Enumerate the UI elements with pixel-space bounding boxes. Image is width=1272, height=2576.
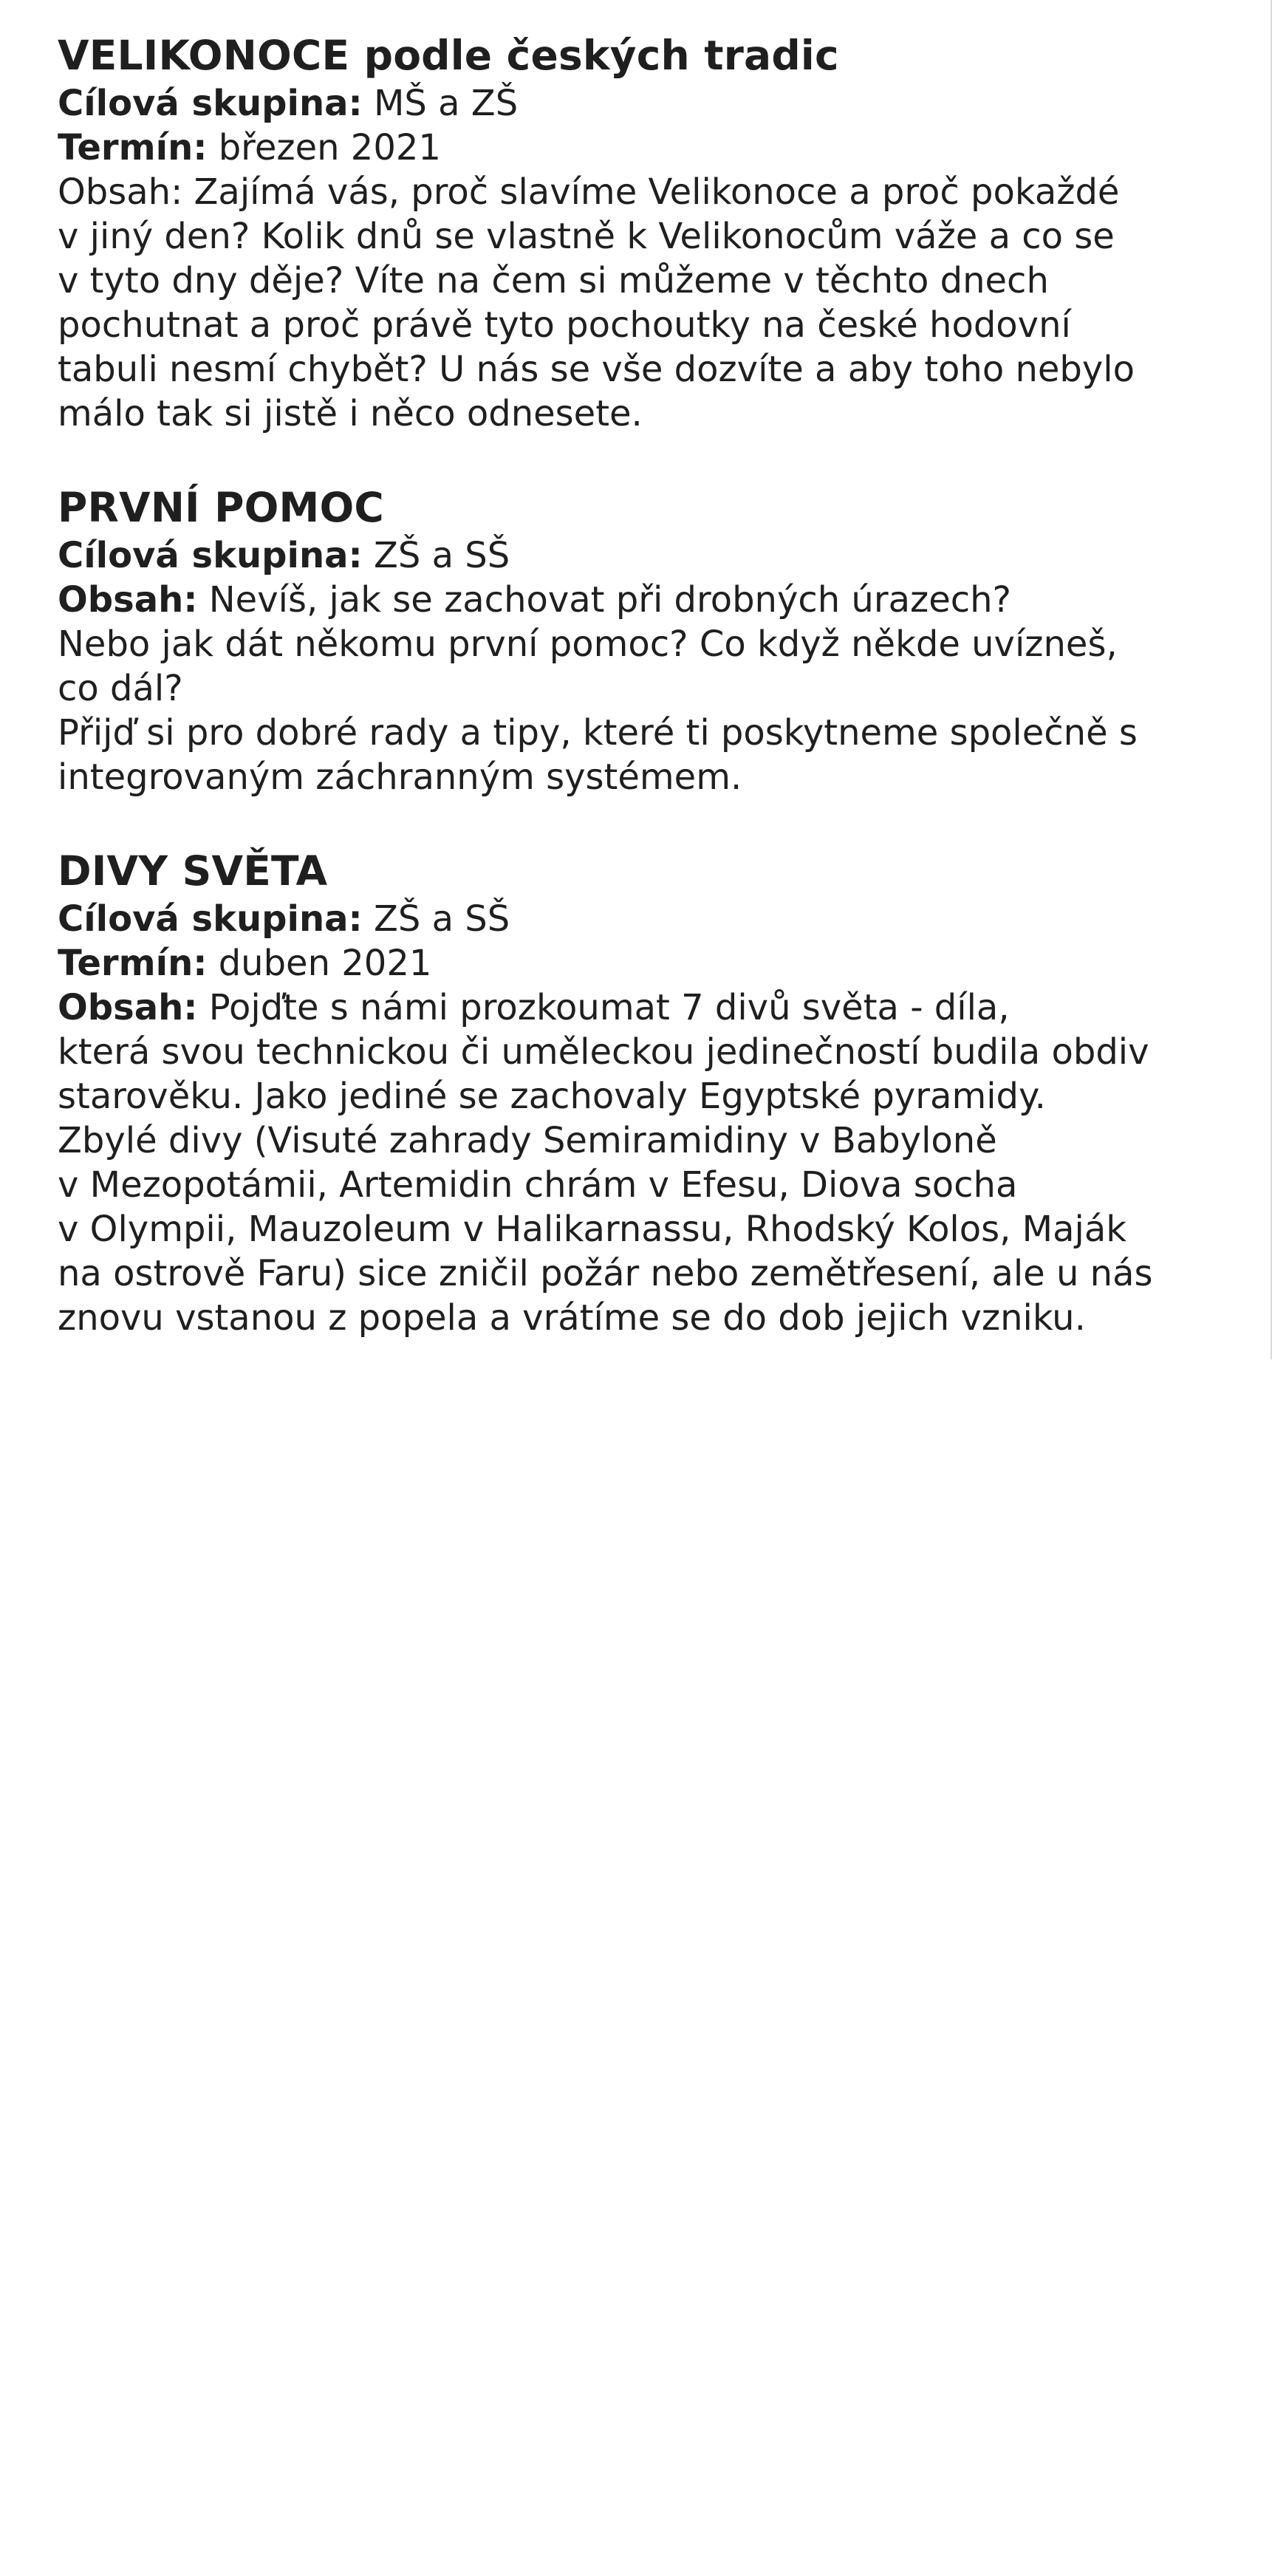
content-text — [58, 578, 1188, 799]
content-line: která svou technickou či uměleckou jedinečností budila obdiv — [58, 1031, 1149, 1073]
target-group-row — [58, 81, 1188, 126]
content-line: znovu vstanou z popela a vrátíme se do dob jejich vzniku. — [58, 1297, 1086, 1339]
content-first-text: Pojďte s námi prozkoumat 7 divů světa - díla, — [197, 987, 1010, 1028]
target-group-value: MŠ a ZŠ — [362, 83, 519, 124]
target-group-value: ZŠ a SŠ — [362, 898, 510, 940]
date-row — [58, 126, 1188, 170]
content-line: tabuli nesmí chybět? U nás se vše dozvíte a aby toho nebylo — [58, 349, 1135, 390]
document-page — [58, 30, 1188, 1386]
date-value: duben 2021 — [207, 943, 432, 984]
program-section-prvni-pomoc — [58, 482, 1188, 799]
content-line: v jiný den? Kolik dnů se vlastně k Velikonocům váže a co se — [58, 216, 1115, 257]
target-group-row — [58, 897, 1188, 941]
target-group-row — [58, 533, 1188, 578]
content-line: na ostrově Faru) sice zničil požár nebo zemětřesení, ale u nás — [58, 1253, 1153, 1294]
content-line: integrovaným záchranným systémem. — [58, 756, 742, 798]
content-line: v Mezopotámii, Artemidin chrám v Efesu, Diova socha — [58, 1164, 1018, 1206]
program-section-velikonoce — [58, 30, 1188, 436]
content-line: Přijď si pro dobré rady a tipy, které ti poskytneme společně s — [58, 712, 1138, 754]
target-group-label: Cílová skupina: — [58, 83, 363, 124]
section-title: DIVY SVĚTA — [58, 847, 328, 895]
content-first-line — [58, 985, 1188, 1030]
target-group-label: Cílová skupina: — [58, 898, 363, 940]
content-line: starověku. Jako jediné se zachovaly Egyptské pyramidy. — [58, 1076, 1046, 1117]
section-title: VELIKONOCE podle českých tradic — [58, 32, 839, 79]
content-label: Obsah: — [58, 987, 198, 1028]
content-line: v tyto dny děje? Víte na čem si můžeme v těchto dnech — [58, 260, 1049, 301]
target-group-value: ZŠ a SŠ — [362, 535, 510, 576]
date-label: Termín: — [58, 127, 208, 168]
content-first-line — [58, 578, 1188, 622]
target-group-label: Cílová skupina: — [58, 535, 363, 576]
date-row — [58, 941, 1188, 985]
content-text — [58, 985, 1188, 1340]
program-section-divy-sveta — [58, 845, 1188, 1340]
section-title: PRVNÍ POMOC — [58, 484, 384, 531]
content-label: Obsah: — [58, 579, 198, 621]
content-line: málo tak si jistě i něco odnesete. — [58, 393, 643, 434]
content-line: Obsah: Zajímá vás, proč slavíme Velikonoce a proč pokaždé — [58, 171, 1120, 213]
content-line: v Olympii, Mauzoleum v Halikarnassu, Rhodský Kolos, Maják — [58, 1209, 1127, 1250]
content-line: co dál? — [58, 668, 183, 709]
content-line: pochutnat a proč právě tyto pochoutky na české hodovní — [58, 304, 1071, 346]
content-line: Zbylé divy (Visuté zahrady Semiramidiny v Babyloně — [58, 1120, 997, 1161]
content-first-text: Nevíš, jak se zachovat při drobných úrazech? — [197, 579, 1012, 621]
date-label: Termín: — [58, 943, 208, 984]
content-text — [58, 170, 1188, 436]
date-value: březen 2021 — [207, 127, 441, 168]
content-line: Nebo jak dát někomu první pomoc? Co když někde uvízneš, — [58, 623, 1118, 665]
